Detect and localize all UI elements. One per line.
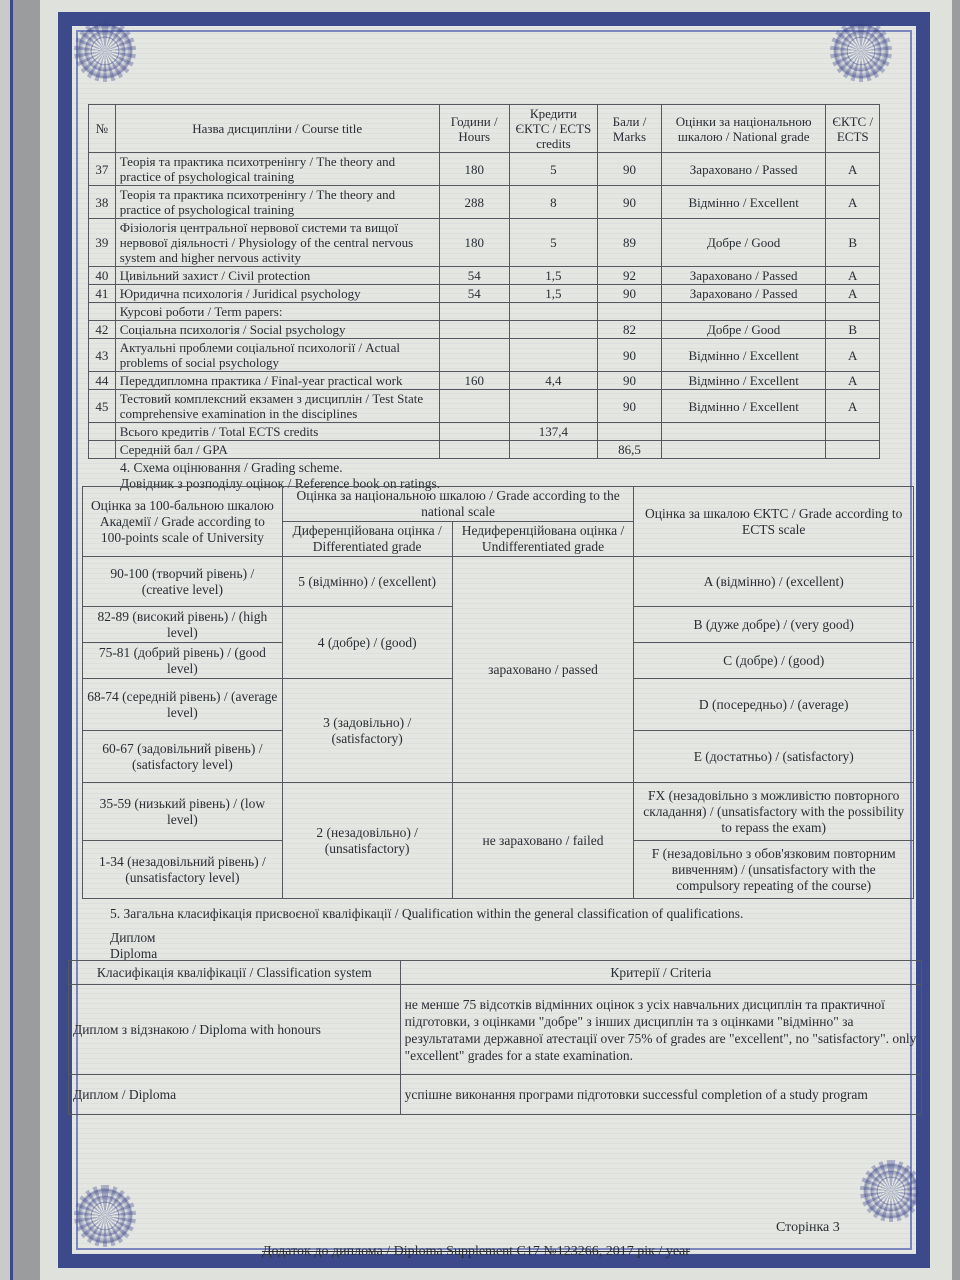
ects-grade: A	[826, 153, 880, 186]
table-row	[89, 186, 880, 219]
col-ects-scale: Оцінка за шкалою ЄКТС / Grade according to ECTS scale	[634, 487, 914, 557]
gpa-value: 86,5	[598, 441, 662, 459]
course-title: Соціальна психологія / Social psychology	[115, 321, 439, 339]
page-number: Сторінка 3	[776, 1220, 840, 1235]
marks: 90	[598, 153, 662, 186]
grading-header-row	[83, 487, 914, 522]
empty-cell	[598, 423, 662, 441]
row-number: 43	[89, 339, 116, 372]
ects-grade: F (незадовільно з обов'язковим повторним вивченням) / (unsatisfactory with the compulsory repeating of the course)	[634, 841, 914, 899]
differentiated-grade: 4 (добре) / (good)	[282, 607, 452, 679]
differentiated-grade: 2 (незадовільно) / (unsatisfactory)	[282, 783, 452, 899]
national-grade: Добре / Good	[661, 321, 826, 339]
table-row	[89, 303, 880, 321]
credits: 8	[509, 186, 597, 219]
table-row	[89, 321, 880, 339]
col-national-grade: Оцінки за національною шкалою / National grade	[661, 105, 826, 153]
corner-rosette-icon	[74, 1185, 136, 1247]
table-row	[89, 372, 880, 390]
col-hours: Години / Hours	[439, 105, 509, 153]
empty-cell	[89, 441, 116, 459]
table-row	[89, 285, 880, 303]
marks: 82	[598, 321, 662, 339]
course-title: Тестовий комплексний екзамен з дисциплін / Test State comprehensive examination in the disciplines	[115, 390, 439, 423]
col-criteria: Критерії / Criteria	[400, 961, 921, 985]
section-5-heading: 5. Загальна класифікація присвоєної кваліфікації / Qualification within the general classification of qualifications.	[110, 906, 744, 921]
document-footer: Додаток до диплома / Diploma Supplement C17 №123266, 2017 рік / year	[262, 1244, 690, 1259]
hours	[439, 321, 509, 339]
undifferentiated-grade: зараховано / passed	[452, 557, 634, 783]
criteria: не менше 75 відсотків відмінних оцінок з усіх навчальних дисциплін та практичної підготовки, з оцінками "добре" з інших дисциплін та з оцінками "відмінно" за результатами державної атестації over 75% of grades are "excellent", no "satisfactory". only "excellent" grades for a state examination.	[400, 985, 921, 1075]
ects-grade: B (дуже добре) / (very good)	[634, 607, 914, 643]
empty-cell	[89, 423, 116, 441]
table-row	[89, 153, 880, 186]
national-grade: Відмінно / Excellent	[661, 372, 826, 390]
col-number: №	[89, 105, 116, 153]
undifferentiated-grade: не зараховано / failed	[452, 783, 634, 899]
empty-cell	[661, 441, 826, 459]
marks: 90	[598, 372, 662, 390]
classification-system: Диплом з відзнакою / Diploma with honours	[69, 985, 401, 1075]
national-grade: Зараховано / Passed	[661, 285, 826, 303]
corner-rosette-icon	[830, 20, 892, 82]
score-range: 68-74 (середній рівень) / (average level)	[83, 679, 283, 731]
course-title: Теорія та практика психотренінгу / The theory and practice of psychological training	[115, 186, 439, 219]
col-national-scale: Оцінка за національною шкалою / Grade according to the national scale	[282, 487, 634, 522]
empty-cell	[439, 441, 509, 459]
col-ects: ЄКТС / ECTS	[826, 105, 880, 153]
marks: 90	[598, 390, 662, 423]
course-title: Юридична психологія / Juridical psychology	[115, 285, 439, 303]
table-row	[83, 557, 914, 607]
hours	[439, 303, 509, 321]
col-course-title: Назва дисципліни / Course title	[115, 105, 439, 153]
credits: 5	[509, 153, 597, 186]
marks: 89	[598, 219, 662, 267]
ects-grade	[826, 303, 880, 321]
empty-cell	[661, 423, 826, 441]
ects-grade: A	[826, 339, 880, 372]
course-title: Актуальні проблеми соціальної психології / Actual problems of social psychology	[115, 339, 439, 372]
ects-grade: FX (незадовільно з можливістю повторного складання) / (unsatisfactory with the possibility to repass the exam)	[634, 783, 914, 841]
total-credits-row	[89, 423, 880, 441]
table-row	[69, 1075, 922, 1115]
section-4-heading: 4. Схема оцінювання / Grading scheme.	[120, 460, 343, 475]
credits	[509, 321, 597, 339]
course-title: Курсові роботи / Term papers:	[115, 303, 439, 321]
col-credits: Кредити ЄКТС / ECTS credits	[509, 105, 597, 153]
course-title: Цивільний захист / Civil protection	[115, 267, 439, 285]
hours	[439, 339, 509, 372]
table-row	[89, 390, 880, 423]
ects-grade: B	[826, 321, 880, 339]
ects-grade: A	[826, 267, 880, 285]
differentiated-grade: 5 (відмінно) / (excellent)	[282, 557, 452, 607]
empty-cell	[826, 423, 880, 441]
hours: 180	[439, 153, 509, 186]
ects-grade: A	[826, 186, 880, 219]
national-grade: Добре / Good	[661, 219, 826, 267]
empty-cell	[509, 441, 597, 459]
table-row	[89, 267, 880, 285]
credits	[509, 303, 597, 321]
total-credits-value: 137,4	[509, 423, 597, 441]
hours: 54	[439, 285, 509, 303]
ects-grade: A	[826, 390, 880, 423]
gpa-label: Середній бал / GPA	[115, 441, 439, 459]
hours: 180	[439, 219, 509, 267]
marks: 90	[598, 339, 662, 372]
credits: 5	[509, 219, 597, 267]
differentiated-grade: 3 (задовільно) / (satisfactory)	[282, 679, 452, 783]
credits	[509, 390, 597, 423]
marks: 92	[598, 267, 662, 285]
criteria: успішне виконання програми підготовки successful completion of a study program	[400, 1075, 921, 1115]
score-range: 75-81 (добрий рівень) / (good level)	[83, 643, 283, 679]
row-number: 42	[89, 321, 116, 339]
course-title: Теорія та практика психотренінгу / The theory and practice of psychological training	[115, 153, 439, 186]
credits: 1,5	[509, 285, 597, 303]
col-100-point-scale: Оцінка за 100-бальною шкалою Академії / Grade according to 100-points scale of University	[83, 487, 283, 557]
row-number: 38	[89, 186, 116, 219]
marks: 90	[598, 285, 662, 303]
diploma-label-en: Diploma	[110, 946, 158, 961]
section-4-subheading: Довідник з розподілу оцінок / Reference book on ratings.	[120, 476, 441, 491]
hours: 54	[439, 267, 509, 285]
table-row	[89, 339, 880, 372]
marks	[598, 303, 662, 321]
col-differentiated: Диференційована оцінка / Differentiated grade	[282, 522, 452, 557]
ects-grade: D (посередньо) / (average)	[634, 679, 914, 731]
grading-scheme-table	[82, 486, 914, 899]
row-number: 45	[89, 390, 116, 423]
diploma-label-ua: Диплом	[110, 930, 156, 945]
credits	[509, 339, 597, 372]
classification-system: Диплом / Diploma	[69, 1075, 401, 1115]
table-row	[69, 985, 922, 1075]
row-number: 40	[89, 267, 116, 285]
table-row	[89, 219, 880, 267]
qualification-table	[68, 960, 922, 1115]
total-credits-label: Всього кредитів / Total ECTS credits	[115, 423, 439, 441]
col-undifferentiated: Недиференційована оцінка / Undifferentiated grade	[452, 522, 634, 557]
ects-grade: A	[826, 285, 880, 303]
credits: 4,4	[509, 372, 597, 390]
score-range: 82-89 (високий рівень) / (high level)	[83, 607, 283, 643]
ects-grade: B	[826, 219, 880, 267]
national-grade	[661, 303, 826, 321]
row-number: 41	[89, 285, 116, 303]
col-marks: Бали / Marks	[598, 105, 662, 153]
marks: 90	[598, 186, 662, 219]
row-number	[89, 303, 116, 321]
score-range: 90-100 (творчий рівень) / (creative level)	[83, 557, 283, 607]
national-grade: Зараховано / Passed	[661, 153, 826, 186]
ects-grade: A (відмінно) / (excellent)	[634, 557, 914, 607]
ects-grade: E (достатньо) / (satisfactory)	[634, 731, 914, 783]
ects-grade: A	[826, 372, 880, 390]
row-number: 37	[89, 153, 116, 186]
adjacent-sheet-edge	[0, 0, 13, 1280]
credits: 1,5	[509, 267, 597, 285]
row-number: 44	[89, 372, 116, 390]
empty-cell	[439, 423, 509, 441]
corner-rosette-icon	[74, 20, 136, 82]
col-classification-system: Класифікація кваліфікації / Classification system	[69, 961, 401, 985]
national-grade: Відмінно / Excellent	[661, 390, 826, 423]
hours	[439, 390, 509, 423]
national-grade: Відмінно / Excellent	[661, 339, 826, 372]
corner-rosette-icon	[860, 1160, 922, 1222]
empty-cell	[826, 441, 880, 459]
hours: 160	[439, 372, 509, 390]
course-title: Переддипломна практика / Final-year practical work	[115, 372, 439, 390]
score-range: 1-34 (незадовільний рівень) / (unsatisfactory level)	[83, 841, 283, 899]
course-title: Фізіологія центральної нервової системи та вищої нервової діяльності / Physiology of the central nervous system and higher nervous activity	[115, 219, 439, 267]
courses-table	[88, 104, 880, 459]
score-range: 60-67 (задовільний рівень) / (satisfactory level)	[83, 731, 283, 783]
classification-header-row	[69, 961, 922, 985]
hours: 288	[439, 186, 509, 219]
row-number: 39	[89, 219, 116, 267]
gpa-row	[89, 441, 880, 459]
national-grade: Зараховано / Passed	[661, 267, 826, 285]
table-row	[83, 783, 914, 841]
courses-header-row	[89, 105, 880, 153]
ects-grade: C (добре) / (good)	[634, 643, 914, 679]
score-range: 35-59 (низький рівень) / (low level)	[83, 783, 283, 841]
national-grade: Відмінно / Excellent	[661, 186, 826, 219]
